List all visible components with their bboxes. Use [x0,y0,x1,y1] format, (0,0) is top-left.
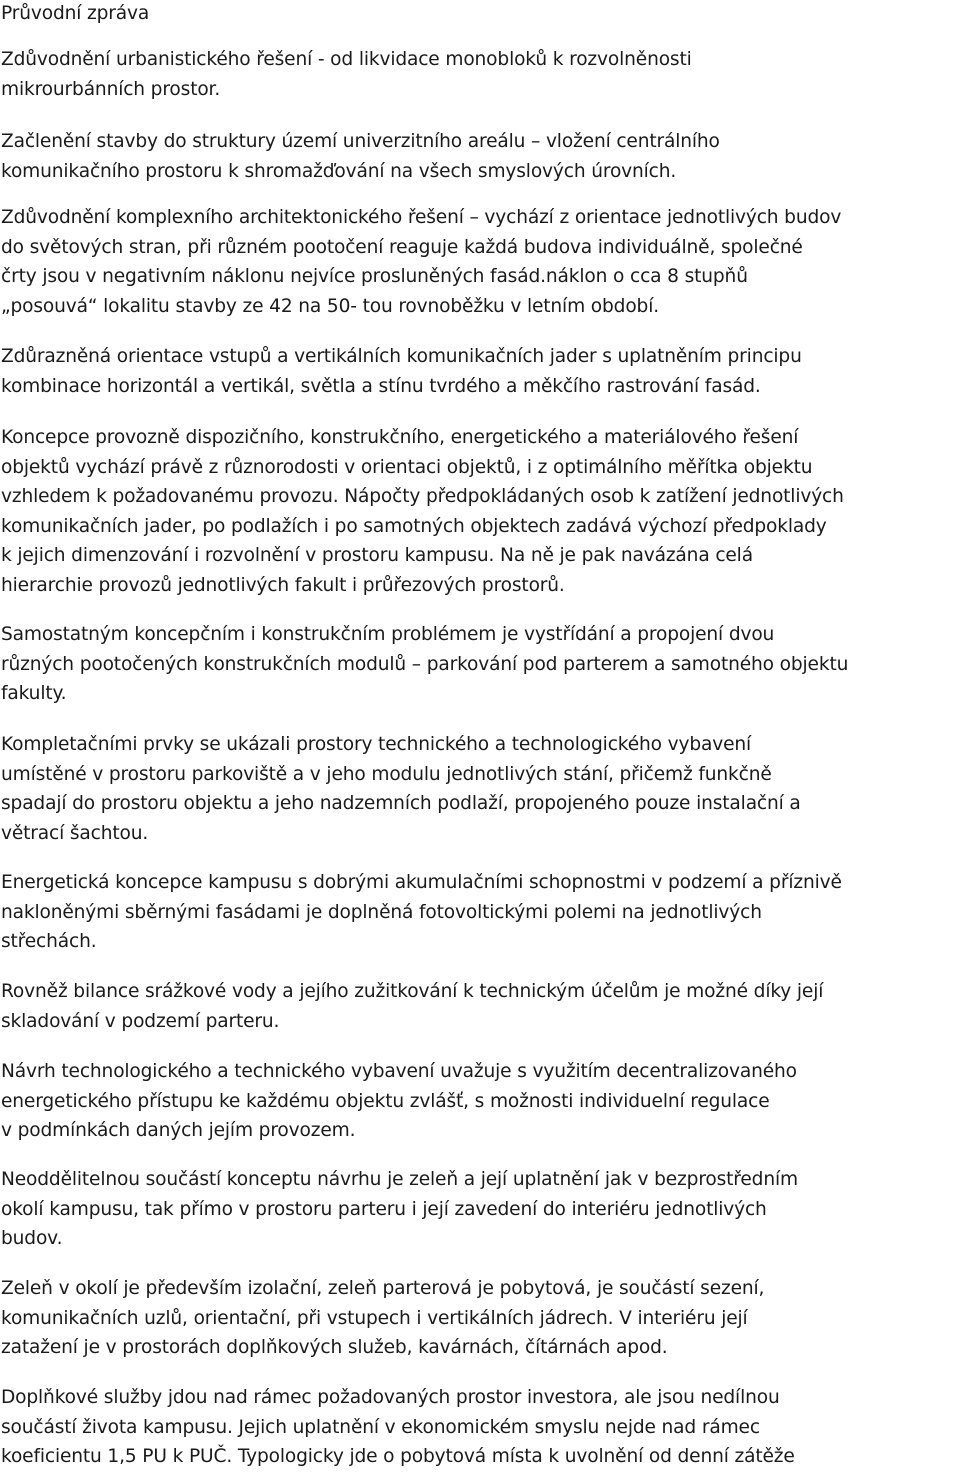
paragraph [1,1057,957,1146]
paragraph-line: v podmínkách daných jejím provozem. [1,1120,356,1142]
paragraph [1,45,957,104]
paragraph-line: komunikačních uzlů, orientační, při vstupech i vertikálních jádrech. V interiéru její [1,1307,748,1329]
paragraph-line: do světových stran, při různém pootočení reaguje každá budova individuálně, společné [1,236,803,258]
paragraph-line: fakulty. [1,683,67,705]
paragraph-line: Zdůvodnění urbanistického řešení - od likvidace monobloků k rozvolněnosti [1,49,692,70]
paragraph-line: Doplňkové služby jdou nad rámec požadovaných prostor investora, ale jsou nedílnou [1,1387,780,1408]
paragraph-line: kombinace horizontál a vertikál, světla a stínu tvrdého a měkčího rastrování fasád. [1,375,761,397]
paragraph-line: spadají do prostoru objektu a jeho nadzemních podlaží, propojeného pouze instalační a [1,793,801,815]
paragraph [1,977,957,1036]
paragraph-line: okolí kampusu, tak přímo v prostoru parteru i její zavedení do interiéru jednotlivých [1,1198,767,1220]
paragraph-line: črty jsou v negativním náklonu nejvíce prosluněných fasád.náklon o cca 8 stupňů [1,266,748,288]
paragraph-line: Koncepce provozně dispozičního, konstrukčního, energetického a materiálového řešení [1,427,799,448]
paragraph-line: umístěné v prostoru parkoviště a v jeho modulu jednotlivých stání, přičemž funkčně [1,763,772,785]
paragraph-line: větrací šachtou. [1,822,149,844]
paragraph-line: energetického přístupu ke každému objektu zvlášť, s možnosti individuelní regulace [1,1090,770,1112]
paragraph-line: Začlenění stavby do struktury území univerzitního areálu – vložení centrálního [1,131,720,152]
paragraph-line: nakloněnými sběrnými fasádami je doplněná fotovoltickými polemi na jednotlivých [1,901,762,923]
paragraph-line: Zeleň v okolí je především izolační, zeleň parterová je pobytová, je součástí sezení, [1,1278,765,1299]
paragraph-line: zatažení je v prostorách doplňkových služeb, kavárnách, čítárnách apod. [1,1337,668,1359]
document-title: Průvodní zpráva [1,3,150,24]
paragraph [1,127,957,186]
paragraph-line: mikrourbánních prostor. [1,78,221,100]
paragraph [1,730,957,848]
paragraph-line: Rovněž bilance srážkové vody a jejího zužitkování k technickým účelům je možné díky její [1,981,824,1002]
paragraph-line: k jejich dimenzování i rozvolnění v prostoru kampusu. Na ně je pak navázána celá [1,545,753,567]
paragraph [1,203,957,321]
paragraph-line: „posouvá“ lokalitu stavby ze 42 na 50- tou rovnoběžku v letním období. [1,295,659,317]
paragraph-line: komunikačních jader, po podlažích i po samotných objektech zadává výchozí předpoklady [1,515,827,537]
paragraph-line: vzhledem k požadovanému provozu. Nápočty předpokládaných osob k zatížení jednotlivých [1,486,844,508]
paragraph [1,423,957,601]
paragraph-line: Samostatným koncepčním i konstrukčním problémem je vystřídání a propojení dvou [1,624,775,645]
paragraph-line: hierarchie provozů jednotlivých fakult i průřezových prostorů. [1,574,565,596]
paragraph-line: komunikačního prostoru k shromažďování na všech smyslových úrovních. [1,160,677,182]
paragraph-line: budov. [1,1228,63,1250]
paragraph [1,1383,957,1472]
paragraph-line: střechách. [1,931,97,953]
paragraph [1,342,957,401]
paragraph-line: různých pootočených konstrukčních modulů – parkování pod parterem a samotného objektu [1,653,849,675]
paragraph-line: Energetická koncepce kampusu s dobrými akumulačními schopnostmi v podzemí a příznivě [1,872,842,893]
paragraph-line: součástí života kampusu. Jejich uplatnění v ekonomickém smyslu nejde nad rámec [1,1416,760,1438]
paragraph-line: skladování v podzemí parteru. [1,1010,280,1032]
paragraph [1,620,957,709]
paragraph-line: Kompletačními prvky se ukázali prostory technického a technologického vybavení [1,734,752,755]
paragraph-line: objektů vychází právě z různorodosti v orientaci objektů, i z optimálního měřítka objektu [1,456,813,478]
paragraph-line: Zdůvodnění komplexního architektonického řešení – vychází z orientace jednotlivých budov [1,207,842,228]
paragraph-line: Neoddělitelnou součástí konceptu návrhu je zeleň a její uplatnění jak v bezprostředním [1,1169,798,1190]
paragraph [1,868,957,957]
paragraph-line: koeficientu 1,5 PU k PUČ. Typologicky jde o pobytová místa k uvolnění od denní zátěže [1,1446,795,1468]
paragraph [1,1274,957,1363]
paragraph-line: Zdůrazněná orientace vstupů a vertikálních komunikačních jader s uplatněním principu [1,346,802,367]
paragraph [1,1165,957,1254]
paragraph-line: Návrh technologického a technického vybavení uvažuje s využitím decentralizovaného [1,1061,797,1082]
